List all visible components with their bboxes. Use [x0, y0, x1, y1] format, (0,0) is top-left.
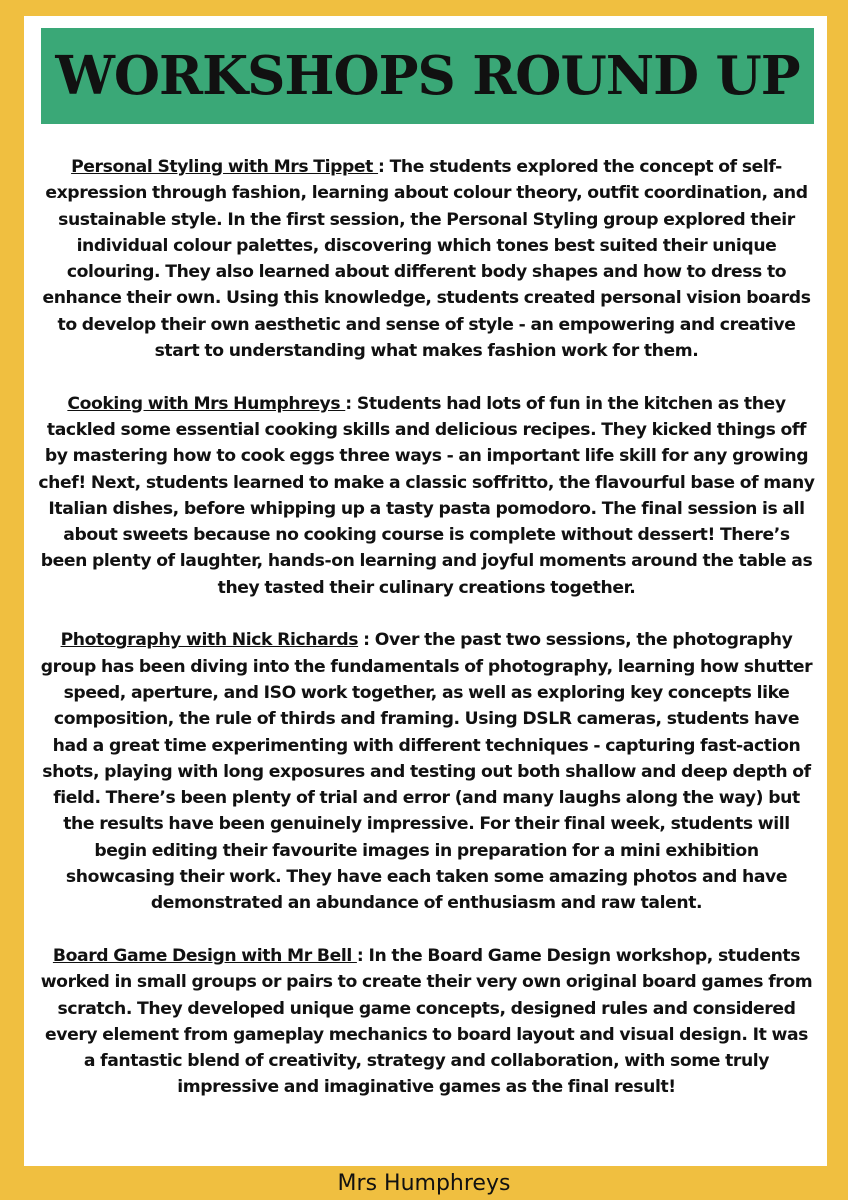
heading-separator: :: [356, 945, 369, 966]
workshop-list: [38, 154, 815, 1127]
footer-author: Mrs Humphreys: [337, 1171, 511, 1196]
workshop-heading: Personal Styling with Mrs Tippet: [71, 157, 379, 177]
workshop-description: Students had lots of fun in the kitchen as they tackled some essential cooking skills and delicious recipes. They kicked things off by mastering how to cook eggs three ways - an important life skill for any growing chef! Next, students learned to make a classic soffritto, the flavourful base of many Italian dishes, before whipping up a tasty pasta pomodoro. The final session is all about sweets because no cooking course is complete without dessert! There’s been plenty of laughter, hands-on learning and joyful moments around the table as they tasted their culinary creations together.: [38, 393, 815, 598]
workshop-section-personal-styling: [38, 154, 815, 364]
workshop-description: The students explored the concept of self-expression through fashion, learning about colour theory, outfit coordination, and sustainable style. In the first session, the Personal Styling group explored their individual colour palettes, discovering which tones best suited their unique colouring. They also learned about different body shapes and how to dress to enhance their own. Using this knowledge, students created personal vision boards to develop their own aesthetic and sense of style - an empowering and creative start to understanding what makes fashion work for them.: [42, 157, 811, 362]
title-banner: [41, 28, 814, 124]
heading-separator: :: [358, 630, 375, 651]
workshop-section-cooking: [38, 391, 815, 601]
workshop-description: Over the past two sessions, the photography group has been diving into the fundamentals of photography, learning how shutter speed, aperture, and ISO work together, as well as exploring key concepts like composition, the rule of thirds and framing. Using DSLR cameras, students have had a great time experimenting with different techniques - capturing fast-action shots, playing with long exposures and testing out both shallow and deep depth of field. There’s been plenty of trial and error (and many laughs along the way) but the results have been genuinely impressive. For their final week, students will begin editing their favourite images in preparation for a mini exhibition showcasing their work. They have each taken some amazing photos and have demonstrated an abundance of enthusiasm and raw talent.: [40, 630, 813, 914]
heading-separator: :: [378, 157, 390, 177]
footer: [0, 1167, 848, 1200]
workshop-heading: Photography with Nick Richards: [60, 630, 359, 651]
page-title: WORKSHOPS ROUND UP: [55, 45, 800, 107]
workshop-heading: Cooking with Mrs Humphreys: [67, 393, 346, 414]
workshop-heading: Board Game Design with Mr Bell: [52, 945, 357, 966]
workshop-description: In the Board Game Design workshop, students worked in small groups or pairs to create their very own original board games from scratch. They developed unique game concepts, designed rules and considered every element from gameplay mechanics to board layout and visual design. It was a fantastic blend of creativity, strategy and collaboration, with some truly impressive and imaginative games as the final result!: [40, 945, 813, 1098]
workshop-section-photography: [38, 627, 815, 916]
workshop-section-board-game-design: [38, 943, 815, 1101]
heading-separator: :: [345, 393, 357, 414]
page-sheet: [24, 16, 827, 1166]
